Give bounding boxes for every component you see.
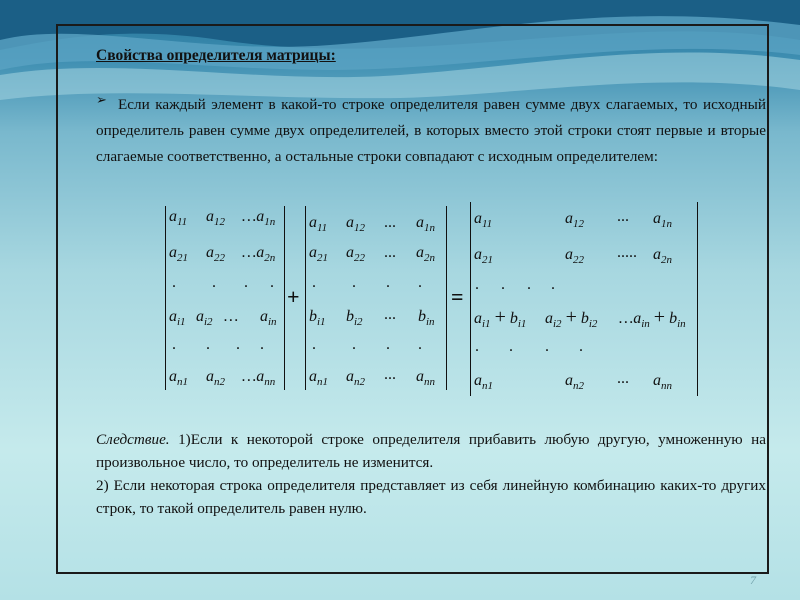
determinant-2: $a_{11}$ $a_{12}$ ... $a_{1n}$ $a_{21}$ $a_{22}$ ... $a_{2n}$ . . . . $b_{i1}$ $b_{i2}$ ... $b_{in}$ . . . . $a_{n1}$ $a_{n2}$ ... $a_{nn}$ xyxy=(305,206,447,390)
plus-sign: + xyxy=(287,284,300,309)
determinant-3: $a_{11}$ $a_{12}$ ... $a_{1n}$ $a_{21}$ $a_{22}$ ..... $a_{2n}$ . . . . $a_{i1} + b_{i1}$ $a_{i2} + b_{i2}$ $\dots a_{in} + b_{in}$ . . . . $a_{n1}$ $a_{n2}$ ... $a_{nn}$ xyxy=(470,202,698,396)
equals-sign: = xyxy=(451,284,464,309)
page-title: Свойства определителя матрицы: xyxy=(96,47,336,64)
corollary-label: Следствие. xyxy=(96,431,170,448)
bullet-arrow-icon: ➢ xyxy=(96,92,107,107)
determinant-1: $a_{11}$ $a_{12}$ $\dots a_{1n}$ $a_{21}$ $a_{22}$ $\dots a_{2n}$ . . . . $a_{i1}$ $a_{i2}$ … $a_{in}$ . . . . $a_{n1}$ $a_{n2}$ $\dots a_{nn}$ xyxy=(165,206,285,390)
property-paragraph xyxy=(96,92,766,170)
property-text: Если каждый элемент в какой-то строке определителя равен сумме двух слагаемых, то исходный определитель равен сумме двух определителей, в которых вместо этой строки стоят первые и вторые слагаемые соответственно, а остальные строки совпадают с исходным определителем: xyxy=(96,96,766,165)
corollary-item-2: 2) Если некоторая строка определителя представляет из себя линейную комбинацию каких-то других строк, то такой определитель равен нулю. xyxy=(96,477,766,517)
corollary-block xyxy=(96,428,766,520)
corollary-item-1: 1)Если к некоторой строке определителя прибавить любую другую, умноженную на произвольное число, то определитель не изменится. xyxy=(96,431,766,471)
page-number: 7 xyxy=(750,573,756,587)
